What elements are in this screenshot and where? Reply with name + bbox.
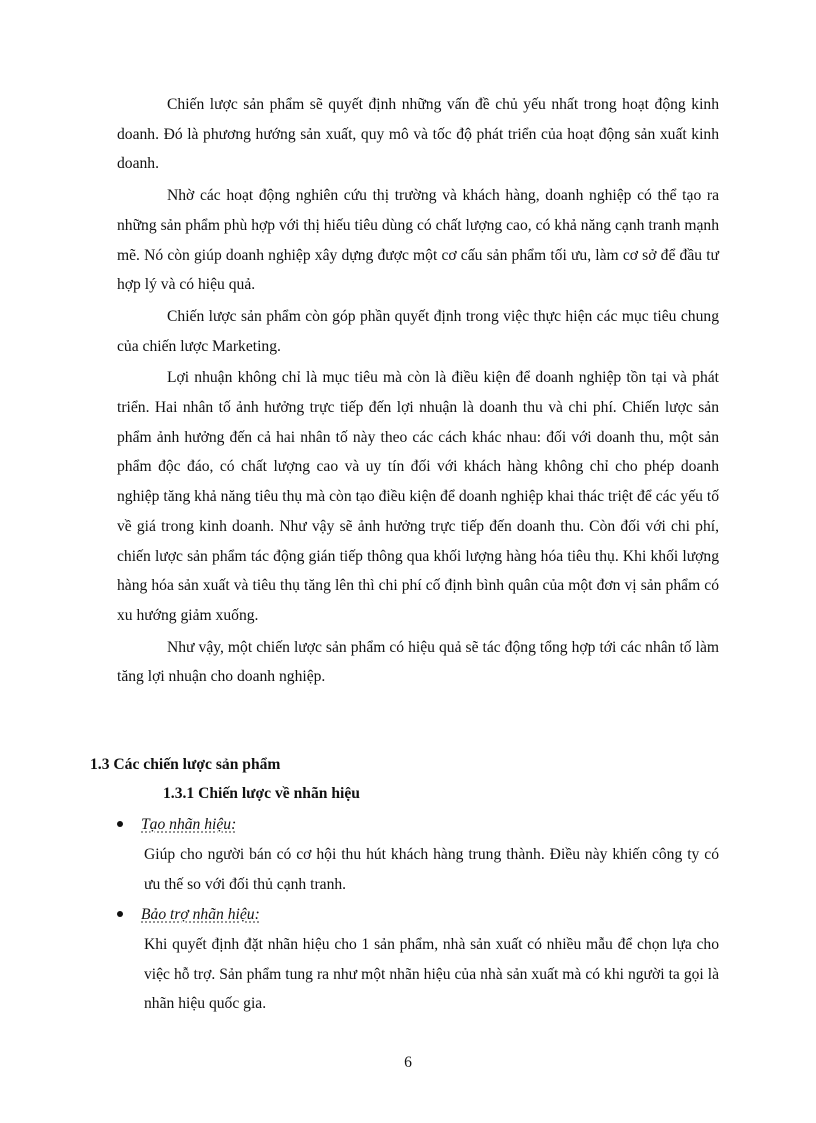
body-text (117, 90, 719, 694)
page-number: 6 (404, 1054, 412, 1071)
bullet-text-brand-sponsorship: Khi quyết định đặt nhãn hiệu cho 1 sản phẩm, nhà sản xuất có nhiều mẫu để chọn lựa cho việc hỗ trợ. Sản phẩm tung ra như một nhãn hiệu của nhà sản xuất mà có khi người ta gọi là nhãn hiệu quốc gia. (144, 936, 719, 1013)
paragraph-market-research: Nhờ các hoạt động nghiên cứu thị trường và khách hàng, doanh nghiệp có thể tạo ra những sản phẩm phù hợp với thị hiếu tiêu dùng có chất lượng cao, có khả năng cạnh tranh mạnh mẽ. Nó còn giúp doanh nghiệp xây dựng được một cơ cấu sản phẩm tối ưu, làm cơ sở để đầu tư hợp lý và có hiệu quả. (117, 187, 719, 294)
bullet-item-brand-sponsorship (117, 903, 260, 927)
subsection-heading: 1.3.1 Chiến lược về nhãn hiệu (163, 785, 360, 802)
paragraph-product-strategy-decides: Chiến lược sản phẩm sẽ quyết định những vấn đề chủ yếu nhất trong hoạt động kinh doanh. Đó là phương hướng sản xuất, quy mô và tốc độ phát triển của hoạt động sản xuất kinh doanh. (117, 96, 719, 173)
paragraph-profit: Lợi nhuận không chỉ là mục tiêu mà còn là điều kiện để doanh nghiệp tồn tại và phát triển. Hai nhân tố ảnh hưởng trực tiếp đến lợi nhuận là doanh thu và chi phí. Chiến lược sản phẩm ảnh hưởng đến cả hai nhân tố này theo các cách khác nhau: đối với doanh thu, một sản phẩm độc đáo, có chất lượng cao và uy tín đối với khách hàng không chỉ cho phép doanh nghiệp tăng khả năng tiêu thụ mà còn tạo điều kiện để doanh nghiệp khai thác triệt để các yếu tố về giá trong kinh doanh. Như vậy sẽ ảnh hưởng trực tiếp đến doanh thu. Còn đối với chi phí, chiến lược sản phẩm tác động gián tiếp thông qua khối lượng hàng hóa tiêu thụ. Khi khối lượng hàng hóa sản xuất và tiêu thụ tăng lên thì chi phí cố định bình quân của một đơn vị sản phẩm có xu hướng giảm xuống. (117, 369, 719, 624)
bullet-text-create-brand: Giúp cho người bán có cơ hội thu hút khách hàng trung thành. Điều này khiến công ty có ưu thế so với đối thủ cạnh tranh. (144, 846, 719, 893)
bullet-icon (117, 911, 123, 917)
bullet-icon (117, 821, 123, 827)
bullet-title: Bảo trợ nhãn hiệu: (141, 906, 260, 923)
bullet-title: Tạo nhãn hiệu: (141, 816, 237, 833)
paragraph-conclusion: Như vậy, một chiến lược sản phẩm có hiệu quả sẽ tác động tổng hợp tới các nhân tố làm tăng lợi nhuận cho doanh nghiệp. (117, 638, 719, 686)
section-heading: 1.3 Các chiến lược sản phẩm (90, 756, 281, 773)
bullet-item-create-brand (117, 813, 236, 837)
paragraph-marketing-goals: Chiến lược sản phẩm còn góp phần quyết định trong việc thực hiện các mục tiêu chung của chiến lược Marketing. (117, 307, 719, 355)
